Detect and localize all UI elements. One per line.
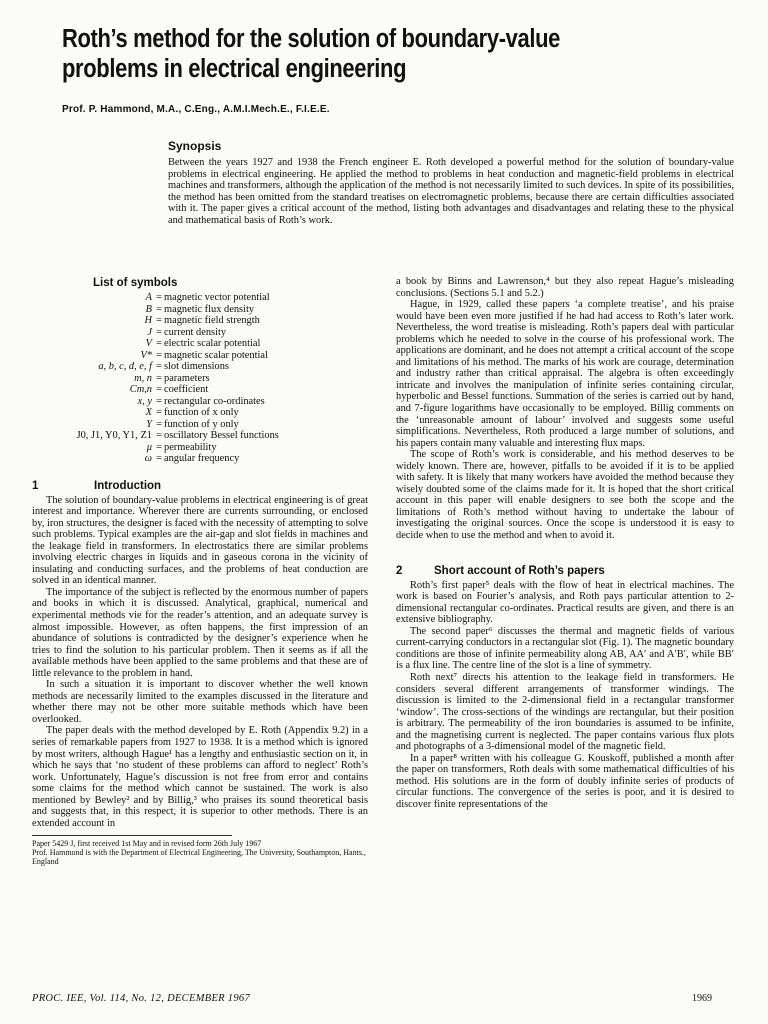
symbol-row: X = function of x only: [32, 407, 368, 419]
symbol-description: magnetic scalar potential: [164, 349, 268, 361]
symbol-row: V = electric scalar potential: [32, 338, 368, 350]
symbol-description: slot dimensions: [164, 361, 229, 372]
left-column: [32, 276, 368, 866]
symbol-description: function of y only: [164, 418, 239, 430]
paragraph: Roth’s first paper⁵ deals with the flow of heat in electrical machines. The work is based on Fourier’s analysis, and Roth pays particular attention to 2-dimensional rectangular co-ordinates. Practical results are given, and there is an extensive bibliography.: [396, 579, 734, 626]
symbol: Cm,n: [129, 384, 152, 395]
symbol-row: m, n = parameters: [32, 373, 368, 385]
section-title: Short account of Roth’s papers: [434, 564, 605, 577]
symbol-description: magnetic vector potential: [164, 292, 270, 303]
title-line-1: Roth’s method for the solution of boundary-value: [62, 25, 561, 53]
symbol-description: oscillatory Bessel functions: [164, 430, 279, 441]
paragraph: The solution of boundary-value problems in electrical engineering is of great interest and importance. Wherever there are currents surrounding, or enclosed by, iron structures, the designer is faced with the necessity of attempting to solve such problems. Typical examples are the air-gap and slot fields in machines and the leakage field in transformers. In electrostatics there are similar problems involving electric charges in liquids and in gaseous corona in the vicinity of insulating and conducting surfaces, and the problems of heat conduction are solved in an identical manner.: [32, 494, 368, 587]
symbol: a, b, c, d, e, f: [98, 361, 152, 372]
symbol-description: current density: [164, 326, 227, 338]
paragraph: Hague, in 1929, called these papers ‘a complete treatise’, and his praise would have been even more justified if he had had access to Roth’s later work. Nevertheless, the word treatise is misleading. Roth’s papers deal with particular problems which he needed to solve in the course of his professional work. The applications are dominant, and he does not attempt a critical account of the scope and limitations of his method. The marks of his work are courage, determination and industry rather than critical appraisal. The algebra is often exceedingly intricate and involves the manipulation of infinite series containing circular, hyperbolic and Bessel functions. Summation of the series is carried out by hand, and 7-figure logarithms have occasionally to be employed. Billig comments on the ‘unreasonable amount of labour’ involved and suggests some useful simplifications. Nevertheless, Roth produced a large number of solutions, and his papers contain many valuable and interesting flux maps.: [396, 299, 734, 449]
symbol: J0, J1, Y0, Y1, Z1: [76, 430, 152, 441]
symbol: X: [145, 407, 152, 418]
symbol: x, y: [137, 395, 152, 407]
symbol-description: electric scalar potential: [164, 338, 261, 349]
section-title: Introduction: [94, 479, 162, 492]
symbol-row: Cm,n = coefficient: [32, 384, 368, 396]
author-line: Prof. P. Hammond, M.A., C.Eng., A.M.I.Mech.E., F.I.E.E.: [62, 104, 330, 115]
symbol: A: [145, 292, 152, 303]
symbol-row: B = magnetic flux density: [32, 304, 368, 316]
paragraph: In a paper⁸ written with his colleague G. Kouskoff, published a month after the paper on transformers, Roth deals with some mathematical difficulties of his method. His solutions are in the form of doubly infinite series of products of circular functions. The convergence of the series is poor, and it is desired to discover finite representations of the: [396, 752, 734, 810]
symbol: ω: [144, 453, 152, 464]
symbol-row: V* = magnetic scalar potential: [32, 350, 368, 362]
symbol-description: function of x only: [164, 407, 239, 418]
symbol-description: permeability: [164, 441, 217, 453]
section-2-heading: [396, 564, 734, 578]
symbol: B: [145, 303, 152, 315]
footnote: Paper 5429 J, first received 1st May and in revised form 26th July 1967 Prof. Hammond is with the Department of Electrical Engineering, The University, Southampton, Hants., England: [32, 839, 366, 867]
symbol-description: coefficient: [164, 384, 209, 395]
synopsis-heading: Synopsis: [168, 139, 222, 153]
symbol: μ: [146, 441, 152, 453]
section-number: 2: [396, 564, 403, 577]
symbol-description: magnetic field strength: [164, 315, 260, 326]
symbol: V: [145, 338, 152, 349]
journal-citation: PROC. IEE, Vol. 114, No. 12, DECEMBER 1967: [32, 993, 251, 1004]
section-number: 1: [32, 479, 39, 492]
symbol-description: magnetic flux density: [164, 303, 255, 315]
symbol-row: ω = angular frequency: [32, 453, 368, 465]
symbol-row: J0, J1, Y0, Y1, Z1 = oscillatory Bessel functions: [32, 430, 368, 442]
symbol-row: Y = function of y only: [32, 419, 368, 431]
symbol: Y: [146, 418, 152, 430]
symbol-row: x, y = rectangular co-ordinates: [32, 396, 368, 408]
symbol-row: J = current density: [32, 327, 368, 339]
paragraph: The scope of Roth’s work is considerable, and his method deserves to be widely known. There are, however, pitfalls to be avoided if it is to be applied with safety. It is likely that many workers have avoided the method because they wisely doubted some of the claims made for it. It is hoped that the short critical account in this paper will enable designers to see both the scope and the limitations of Roth’s method without having to undertake the labour of investigating the original sources. Once the scope is understood it is easy to decide when to use the method and when to avoid it.: [396, 449, 734, 542]
symbol-row: μ = permeability: [32, 442, 368, 454]
synopsis-text: Between the years 1927 and 1938 the French engineer E. Roth developed a powerful method for the solution of boundary-value problems in electrical engineering. He applied the method to problems in heat conduction and magnetic-field problems in electrical machines and transformers, although the application of the method is not necessarily limited to such devices. In spite of its possibilities, the method has been omitted from the standard treatises on electromagnetic problems, because there are certain difficulties associated with it. The paper gives a critical account of the method, listing both advantages and disadvantages and relating these to the physical and mathematical basis of Roth’s work.: [168, 157, 734, 226]
symbol-row: a, b, c, d, e, f = slot dimensions: [32, 361, 368, 373]
page-number: 1969: [692, 993, 712, 1004]
symbol-row: H = magnetic field strength: [32, 315, 368, 327]
paragraph: In such a situation it is important to discover whether the well known methods are necessarily limited to the examples discussed in the literature and whether there may not be other more suitable methods which have been overlooked.: [32, 679, 368, 725]
symbol: J: [147, 326, 152, 338]
title-line-2: problems in electrical engineering: [62, 55, 407, 83]
symbol-list: [32, 292, 368, 465]
symbols-heading: List of symbols: [93, 277, 178, 289]
symbol-description: rectangular co-ordinates: [164, 395, 265, 407]
paragraph: The second paper⁶ discusses the thermal and magnetic fields of various current-carrying conductors in a rectangular slot (Fig. 1). The magnetic boundary conditions are those of infinite permeability along AB, AA′ and A′B′, while BB′ is a flux line. The centre line of the slot is a line of symmetry.: [396, 625, 734, 672]
symbol: H: [144, 315, 152, 326]
symbol: V*: [140, 349, 152, 361]
symbol-description: parameters: [164, 372, 210, 384]
paragraph: Roth next⁷ directs his attention to the leakage field in transformers. He considers several different arrangements of transformer windings. The discussion is limited to the 2-dimensional field in a rectangular transformer ‘window’. The cross-sections of the windings are rectangular, but their position is arbitrary. The permeability of the iron boundaries is assumed to be infinite, and the magnetising current is neglected. The paper contains various flux plots and photographs of a 3-dimensional model of the magnetic field.: [396, 671, 734, 753]
paragraph: The importance of the subject is reflected by the enormous number of papers and books in which it is discussed. Analytical, graphical, numerical and experimental methods vie for the reader’s attention, and an adequate survey is almost impossible. However, as often happens, the first impression of an abundance of solutions is contradicted by the designer’s experience when he tries to find the solution to his particular problem. Then it seems as if all the available methods have been applied to the same problems and that these are of little relevance to the problem in hand.: [32, 586, 368, 679]
footnote-divider: [32, 835, 232, 836]
symbol: m, n: [134, 372, 152, 384]
symbol-row: A = magnetic vector potential: [32, 292, 368, 304]
paragraph: a book by Binns and Lawrenson,⁴ but they also repeat Hague’s misleading conclusions. (Sections 5.1 and 5.2.): [396, 276, 734, 299]
right-column: [396, 276, 734, 811]
symbol-description: angular frequency: [164, 453, 240, 464]
paragraph: The paper deals with the method developed by E. Roth (Appendix 9.2) in a series of remarkable papers from 1927 to 1938. It is a method which is ignored by most writers, although Hague¹ has a lengthy and enthusiastic section on it, in which he says that ‘no student of these problems can afford to neglect’ Roth’s work. Unfortunately, Hague’s discussion is not free from error and contains some claims for the method which cannot be sustained. The work is also mentioned by Bewley² and by Billig,³ who praises its sound theoretical basis and suggests that, in this respect, it is superior to other methods. There is an extended account in: [32, 725, 368, 829]
paper-title: [62, 24, 647, 84]
section-1-heading: [32, 479, 368, 493]
